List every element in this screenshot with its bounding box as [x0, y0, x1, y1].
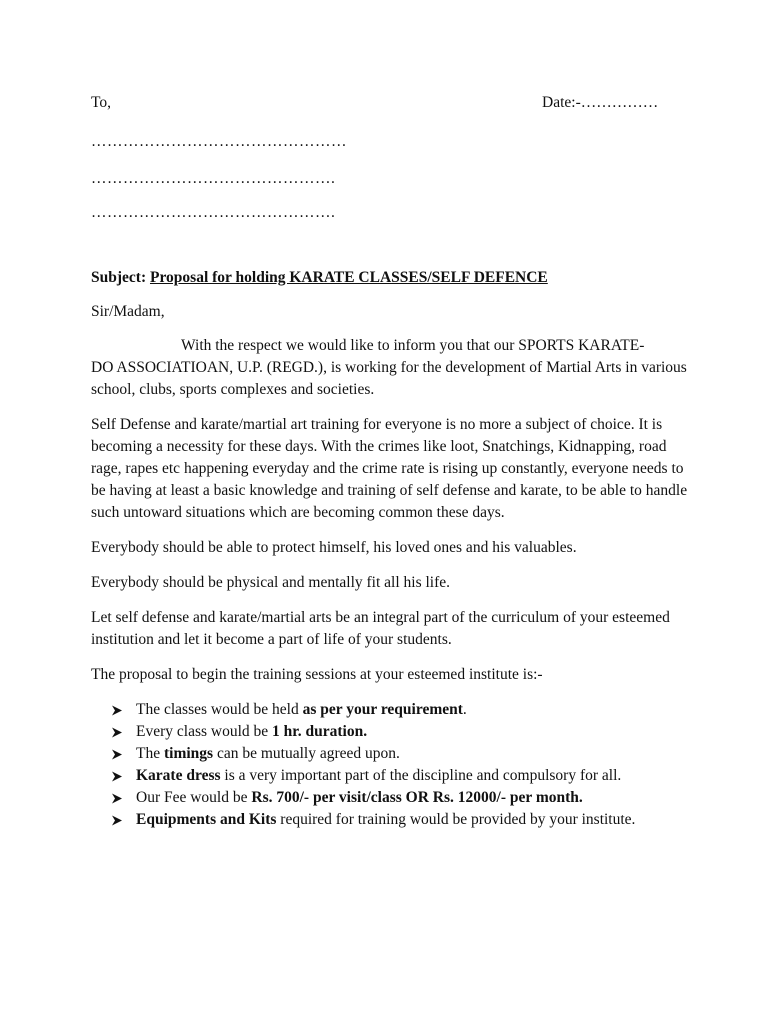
- address-line-1: …………………………………………: [91, 133, 347, 150]
- paragraph-curriculum: Let self defense and karate/martial arts be an integral part of the curriculum of your esteemed institution and let it become a part of life of your students.: [91, 609, 670, 648]
- arrow-bullet-icon: [111, 749, 123, 760]
- address-line-2: ……………………………………….: [91, 170, 336, 187]
- arrow-bullet-icon: [111, 771, 123, 782]
- list-item: Karate dress is a very important part of the discipline and compulsory for all.: [111, 765, 691, 787]
- arrow-bullet-icon: [111, 705, 123, 716]
- paragraph-necessity: Self Defense and karate/martial art training for everyone is no more a subject of choice. It is becoming a necessity for these days. With the crimes like loot, Snatchings, Kidnapping, road rage, rapes etc happening everyday and the crime rate is rising up constantly, everyone needs to be having at least a basic knowledge and training of self defense and karate, to be able to handle such untoward situations which are becoming common these days.: [91, 416, 688, 521]
- recipient-to: To,: [91, 94, 112, 111]
- paragraph-fit: Everybody should be physical and mentally fit all his life.: [91, 574, 451, 591]
- list-item: Our Fee would be Rs. 700/- per visit/class OR Rs. 12000/- per month.: [111, 787, 691, 809]
- paragraph-protect: Everybody should be able to protect himself, his loved ones and his valuables.: [91, 539, 577, 556]
- list-item: Equipments and Kits required for training would be provided by your institute.: [111, 809, 691, 831]
- address-line-3: ……………………………………….: [91, 204, 336, 221]
- paragraph-intro: [91, 335, 691, 401]
- arrow-bullet-icon: [111, 727, 123, 738]
- date-line: Date:-……………: [542, 94, 659, 111]
- paragraph-intro-first: With the respect we would like to inform you that our SPORTS KARATE-: [181, 337, 645, 354]
- paragraph-proposal: The proposal to begin the training sessions at your esteemed institute is:-: [91, 666, 543, 683]
- salutation: Sir/Madam,: [91, 303, 165, 320]
- arrow-bullet-icon: [111, 793, 123, 804]
- arrow-bullet-icon: [111, 815, 123, 826]
- subject-line: [91, 267, 691, 289]
- paragraph-intro-rest: DO ASSOCIATIOAN, U.P. (REGD.), is working for the development of Martial Arts in various school, clubs, sports complexes and societies.: [91, 359, 687, 398]
- letter-body: [91, 267, 691, 831]
- list-item: Every class would be 1 hr. duration.: [111, 721, 691, 743]
- list-item: The timings can be mutually agreed upon.: [111, 743, 691, 765]
- proposal-list: [91, 699, 691, 831]
- subject-label: Subject:: [91, 269, 147, 286]
- list-item: The classes would be held as per your requirement.: [111, 699, 691, 721]
- subject-text: Proposal for holding KARATE CLASSES/SELF DEFENCE: [149, 269, 548, 286]
